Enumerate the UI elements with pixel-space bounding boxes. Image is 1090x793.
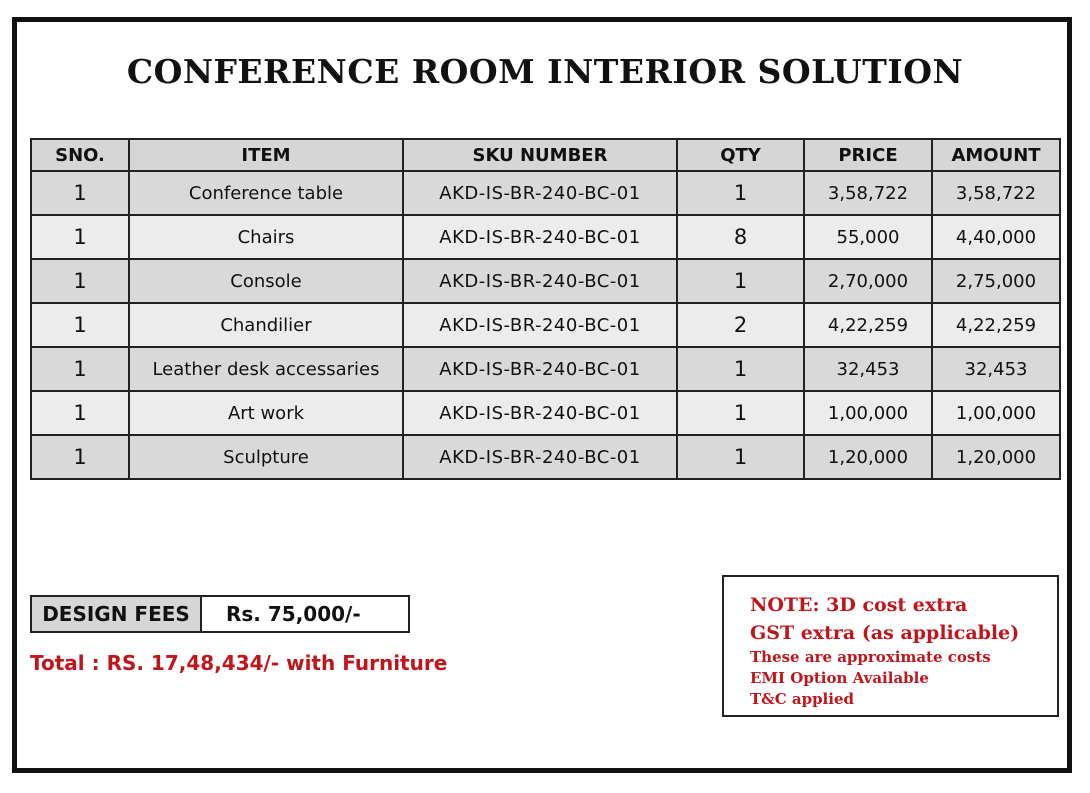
table-row xyxy=(31,303,1060,347)
cell-price: 1,00,000 xyxy=(804,391,932,435)
table-row xyxy=(31,391,1060,435)
table-row xyxy=(31,215,1060,259)
note-3d-cost: NOTE: 3D cost extra xyxy=(750,594,968,616)
header-amount: AMOUNT xyxy=(932,139,1060,171)
cell-item: Chandilier xyxy=(129,303,403,347)
cell-sno: 1 xyxy=(31,171,129,215)
design-fees-box xyxy=(30,595,410,633)
cell-qty: 8 xyxy=(677,215,804,259)
cell-sku: AKD-IS-BR-240-BC-01 xyxy=(403,391,677,435)
cell-sku: AKD-IS-BR-240-BC-01 xyxy=(403,435,677,479)
cell-item: Chairs xyxy=(129,215,403,259)
cell-item: Console xyxy=(129,259,403,303)
cell-sku: AKD-IS-BR-240-BC-01 xyxy=(403,303,677,347)
cell-amount: 2,75,000 xyxy=(932,259,1060,303)
design-fees-value: Rs. 75,000/- xyxy=(202,597,408,631)
page-title: CONFERENCE ROOM INTERIOR SOLUTION xyxy=(126,52,964,91)
cell-qty: 1 xyxy=(677,435,804,479)
note-gst: GST extra (as applicable) xyxy=(750,622,1020,644)
total-amount: Total : RS. 17,48,434/- with Furniture xyxy=(30,651,448,675)
cell-sku: AKD-IS-BR-240-BC-01 xyxy=(403,171,677,215)
cell-price: 4,22,259 xyxy=(804,303,932,347)
cell-qty: 1 xyxy=(677,347,804,391)
cell-sku: AKD-IS-BR-240-BC-01 xyxy=(403,347,677,391)
table-row xyxy=(31,259,1060,303)
cell-qty: 1 xyxy=(677,259,804,303)
cell-sno: 1 xyxy=(31,303,129,347)
cell-sno: 1 xyxy=(31,347,129,391)
cell-sno: 1 xyxy=(31,259,129,303)
cell-price: 2,70,000 xyxy=(804,259,932,303)
table-row xyxy=(31,347,1060,391)
header-item: ITEM xyxy=(129,139,403,171)
items-table xyxy=(30,138,1061,480)
table-header-row xyxy=(31,139,1060,171)
cell-qty: 1 xyxy=(677,171,804,215)
cell-price: 1,20,000 xyxy=(804,435,932,479)
cell-amount: 4,22,259 xyxy=(932,303,1060,347)
table-row xyxy=(31,171,1060,215)
cell-sno: 1 xyxy=(31,391,129,435)
cell-sku: AKD-IS-BR-240-BC-01 xyxy=(403,259,677,303)
note-box xyxy=(722,575,1059,717)
header-sku-number: SKU NUMBER xyxy=(403,139,677,171)
cell-item: Leather desk accessaries xyxy=(129,347,403,391)
cell-amount: 3,58,722 xyxy=(932,171,1060,215)
cell-price: 32,453 xyxy=(804,347,932,391)
cell-sno: 1 xyxy=(31,435,129,479)
header-sno: SNO. xyxy=(31,139,129,171)
cell-amount: 32,453 xyxy=(932,347,1060,391)
note-emi: EMI Option Available xyxy=(750,669,929,687)
design-fees-label: DESIGN FEES xyxy=(32,597,202,631)
cell-amount: 1,20,000 xyxy=(932,435,1060,479)
cell-item: Art work xyxy=(129,391,403,435)
header-qty: QTY xyxy=(677,139,804,171)
cell-qty: 2 xyxy=(677,303,804,347)
header-price: PRICE xyxy=(804,139,932,171)
cell-amount: 1,00,000 xyxy=(932,391,1060,435)
cell-price: 3,58,722 xyxy=(804,171,932,215)
note-terms: T&C applied xyxy=(750,690,854,708)
cell-sno: 1 xyxy=(31,215,129,259)
cell-price: 55,000 xyxy=(804,215,932,259)
note-approximate: These are approximate costs xyxy=(750,648,991,666)
cell-amount: 4,40,000 xyxy=(932,215,1060,259)
cell-sku: AKD-IS-BR-240-BC-01 xyxy=(403,215,677,259)
cell-item: Sculpture xyxy=(129,435,403,479)
cell-qty: 1 xyxy=(677,391,804,435)
table-row xyxy=(31,435,1060,479)
cell-item: Conference table xyxy=(129,171,403,215)
